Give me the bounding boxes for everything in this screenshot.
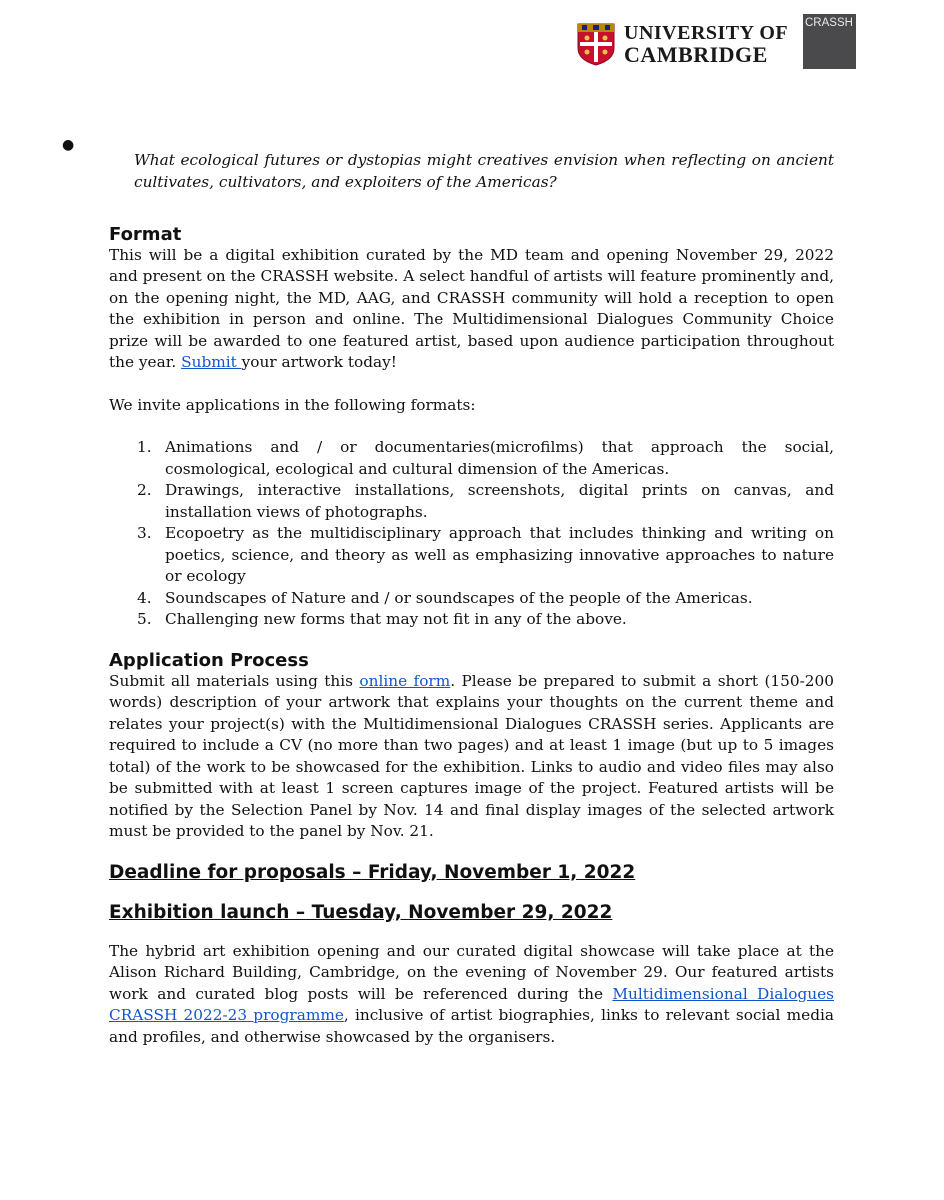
item-number: 1. [137,438,152,457]
crassh-logo [803,14,856,69]
programme-link[interactable]: Multidimensional Dialogues CRASSH 2022-23 programme [109,984,834,1025]
formats-list-item [109,609,834,631]
university-of-cambridge-logo [576,22,788,66]
application-paragraph [109,671,834,843]
launch-heading [109,901,834,925]
formats-list-item [109,480,834,523]
item-text: Drawings, interactive installations, screenshots, digital prints on canvas, and installation views of photographs. [165,481,834,521]
submit-link[interactable]: Submit [181,353,242,372]
bullet-dot: ● [62,137,75,153]
formats-list [109,437,834,631]
application-rest: . Please be prepared to submit a short (150-200 words) description of your artwork that explains your thoughts on the current theme and relates your project(s) with the Multidimensional Dialogues CRASSH series. Applicants are required to include a CV (no more than two pages) and at least 1 image (but up to 5 images total) of the work to be showcased for the exhibition. Links to audio and video files may also be submitted with at least 1 screen captures image of the project. Featured artists will be notified by the Selection Panel by Nov. 14 and final display images of the selected artwork must be provided to the panel by Nov. 21. [109,671,834,841]
item-text: Animations and / or documentaries(microfilms) that approach the social, cosmological, ecological and cultural dimension of the Americas. [165,438,834,478]
university-line2: CAMBRIDGE [624,42,768,67]
item-text: Challenging new forms that may not fit in any of the above. [165,610,627,629]
invite-text: We invite applications in the following formats: [109,395,476,414]
university-name [624,22,788,66]
item-number: 2. [137,481,152,500]
format-paragraph [109,245,834,374]
item-text: Soundscapes of Nature and / or soundscapes of the people of the Americas. [165,588,753,607]
item-number: 3. [137,524,152,543]
application-heading: Application Process [109,649,309,671]
deadline-date: Friday, November 1, 2022 [361,861,636,883]
launch-label: Exhibition launch – [109,901,306,923]
closing-paragraph [109,941,834,1049]
university-line1: UNIVERSITY OF [624,22,789,44]
bullet-question-item [0,134,834,209]
cambridge-crest-icon [576,22,616,66]
crassh-label: CRASSH [805,17,853,29]
launch-date: Tuesday, November 29, 2022 [305,901,613,923]
deadline-label: Deadline for proposals – [109,861,362,883]
document-content [62,134,835,1048]
closing-text-1: The hybrid art exhibition opening and our curated digital showcase will take place at the Alison Richard Building, Cambridge, on the evening of November 29. Our featured artists work and curated blog posts will be referenced during the [109,941,834,1003]
item-text: Ecopoetry as the multidisciplinary approach that includes thinking and writing on poetics, science, and theory as well as emphasizing innovative approaches to nature or ecology [165,524,834,586]
format-heading: Format [109,223,182,245]
online-form-link[interactable]: online form [359,671,451,690]
closing-text-2: , inclusive of artist biographies, links to relevant social media and profiles, and otherwise showcased by the organisers. [109,1006,835,1046]
submit-rest-text: your artwork today! [241,353,397,372]
formats-list-item [109,437,834,480]
item-number: 5. [137,610,152,629]
format-paragraph-text: This will be a digital exhibition curated by the MD team and opening November 29, 2022 and present on the CRASSH website. A select handful of artists will feature prominently and, on the opening night, the MD, AAG, and CRASSH community will hold a reception to open the exhibition in person and online. The Multidimensional Dialogues Community Choice prize will be awarded to one featured artist, based upon audience participation throughout the year. [109,245,834,372]
application-intro: Submit all materials using this [109,671,360,690]
item-number: 4. [137,588,152,607]
deadline-heading [109,861,834,885]
formats-list-item [109,523,834,588]
bullet-question-text: What ecological futures or dystopias might creatives envision when reflecting on ancient cultivates, cultivators, and exploiters of the Americas? [134,151,834,192]
formats-list-item [109,588,834,610]
